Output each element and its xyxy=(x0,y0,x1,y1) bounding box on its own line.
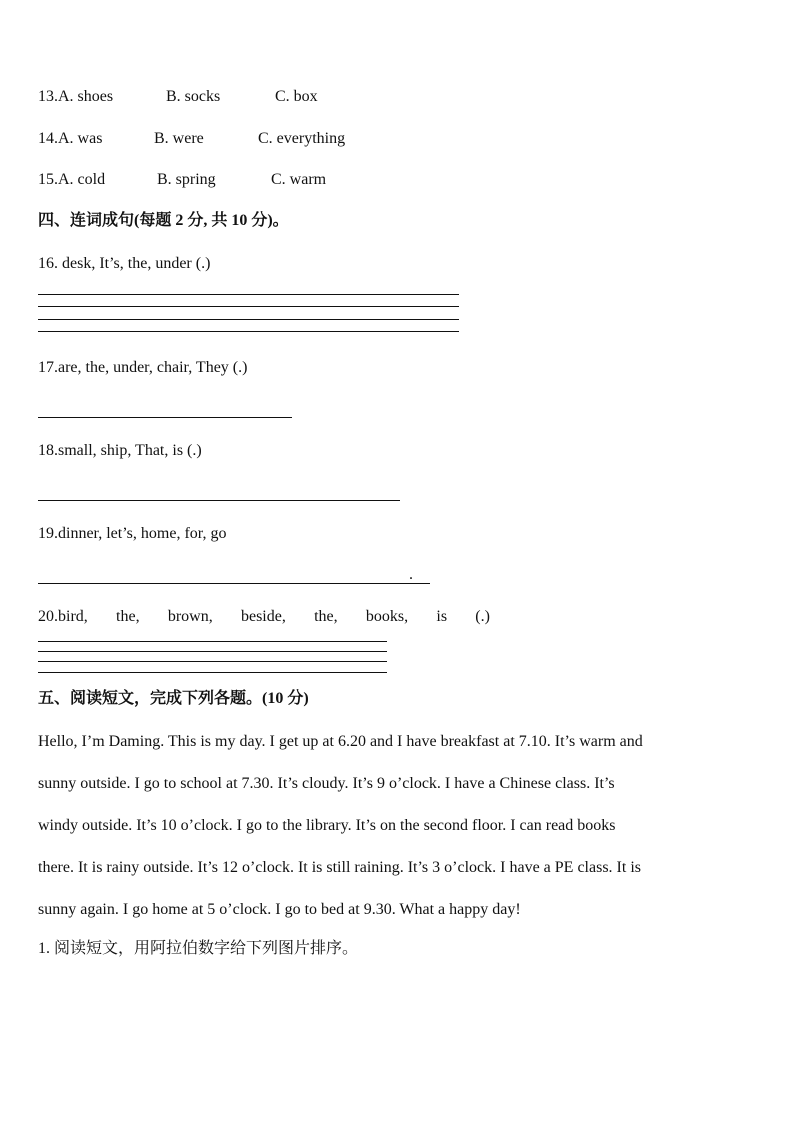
answer-line xyxy=(38,319,459,320)
reading-passage xyxy=(38,721,758,931)
question-15 xyxy=(38,170,326,190)
answer-line xyxy=(38,306,459,307)
sentence-end-period: . xyxy=(409,566,413,583)
answer-line xyxy=(38,294,459,295)
word: brown, xyxy=(167,608,213,625)
word: beside, xyxy=(240,608,286,625)
option-b: B. socks xyxy=(166,88,221,105)
option-a: A. was xyxy=(58,130,103,147)
question-20 xyxy=(38,607,490,627)
word: books, xyxy=(365,608,409,625)
passage-line: windy outside. It’s 10 o’clock. I go to the library. It’s on the second floor. I can read books xyxy=(38,817,616,834)
passage-line: there. It is rainy outside. It’s 12 o’clock. It is still raining. It’s 3 o’clock. I have a PE class. It is xyxy=(38,859,641,876)
section-4-heading: 四、连词成句(每题 2 分, 共 10 分)。 xyxy=(38,212,289,229)
answer-line xyxy=(38,331,459,332)
answer-line xyxy=(38,651,387,652)
question-16: 16. desk, It’s, the, under (.) xyxy=(38,255,211,272)
question-number: 14. xyxy=(38,130,58,147)
question-number: 15. xyxy=(38,171,58,188)
passage-line: Hello, I’m Daming. This is my day. I get up at 6.20 and I have breakfast at 7.10. It’s warm and xyxy=(38,733,643,750)
passage-line: sunny again. I go home at 5 o’clock. I go to bed at 9.30. What a happy day! xyxy=(38,901,521,918)
word: 20.bird, xyxy=(38,608,88,625)
answer-line xyxy=(38,661,387,662)
answer-line xyxy=(38,417,292,418)
word: (.) xyxy=(475,608,490,625)
question-18: 18.small, ship, That, is (.) xyxy=(38,442,202,459)
option-c: C. warm xyxy=(271,171,327,188)
option-b: B. spring xyxy=(157,171,216,188)
reading-task-1: 1. 阅读短文，用阿拉伯数字给下列图片排序。 xyxy=(38,940,359,957)
option-c: C. box xyxy=(275,88,318,105)
answer-line xyxy=(38,672,387,673)
option-b: B. were xyxy=(154,130,204,147)
question-14 xyxy=(38,129,345,149)
answer-line xyxy=(38,500,400,501)
answer-line xyxy=(38,641,387,642)
question-number: 13. xyxy=(38,88,58,105)
section-5-heading: 五、阅读短文，完成下列各题。(10 分) xyxy=(38,690,309,707)
question-19: 19.dinner, let’s, home, for, go xyxy=(38,525,227,542)
option-a: A. shoes xyxy=(58,88,114,105)
option-c: C. everything xyxy=(258,130,346,147)
question-17: 17.are, the, under, chair, They (.) xyxy=(38,359,248,376)
word: is xyxy=(436,608,448,625)
question-13 xyxy=(38,87,318,107)
option-a: A. cold xyxy=(58,171,106,188)
answer-line xyxy=(38,583,430,584)
passage-line: sunny outside. I go to school at 7.30. It’s cloudy. It’s 9 o’clock. I have a Chinese class. It’s xyxy=(38,775,615,792)
word: the, xyxy=(314,608,338,625)
word: the, xyxy=(116,608,140,625)
